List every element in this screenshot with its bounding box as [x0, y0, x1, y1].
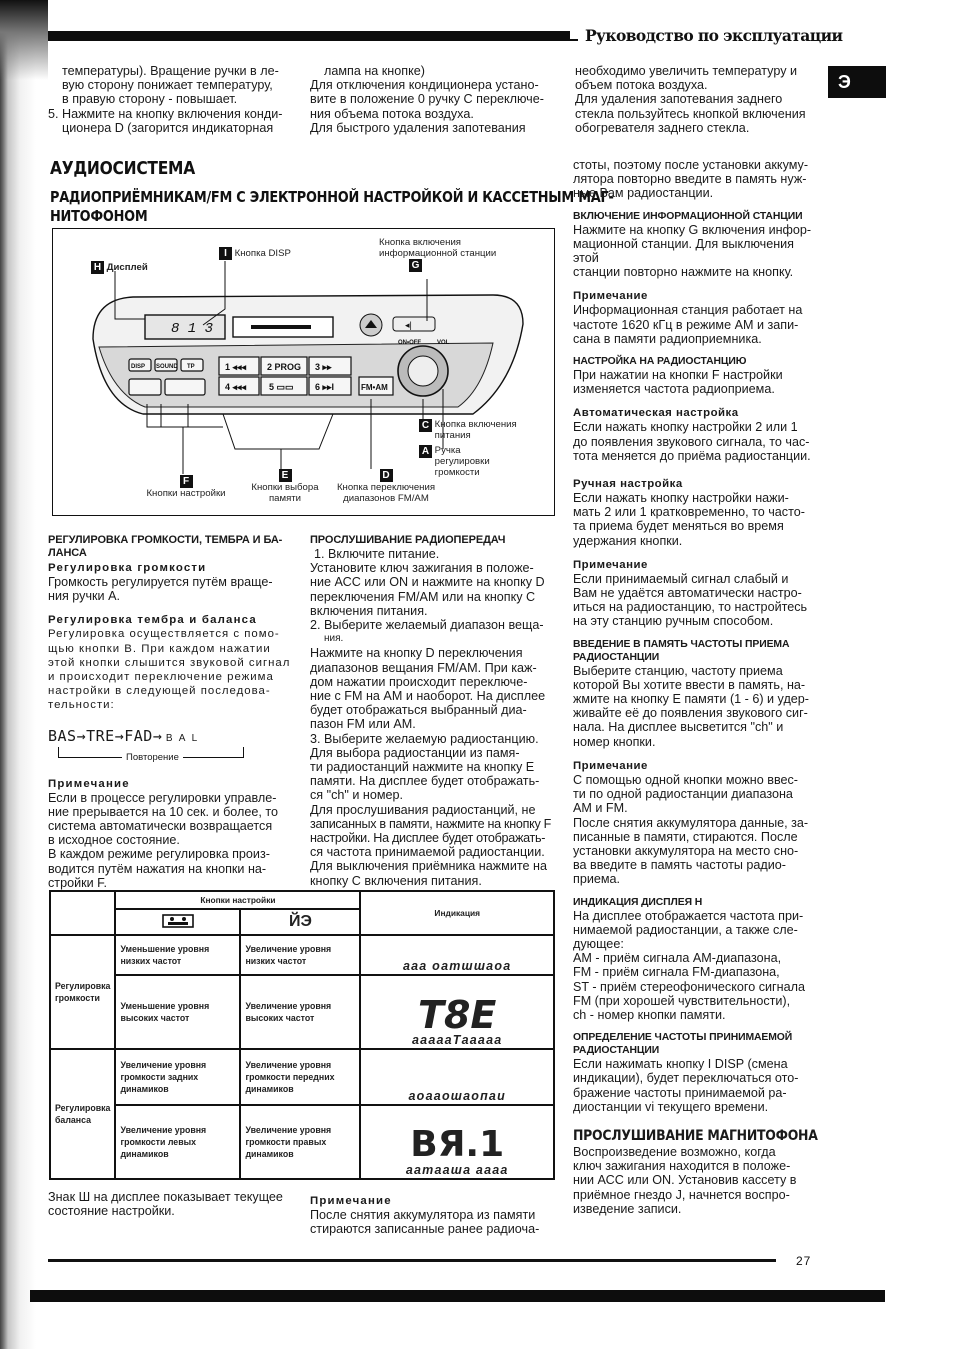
text-line: настройки. На дисплее будет отображать-	[310, 831, 546, 846]
text-line: изменяется частота радиоприема.	[573, 382, 775, 397]
indication-cell	[360, 1105, 554, 1179]
text-line: водится путём нажатия на кнопки на-	[48, 861, 267, 876]
text-line: частоте 1620 кГц в режиме АМ и запи-	[573, 317, 799, 332]
text-line: та приема будет меняться во время	[573, 519, 784, 534]
callout-band	[331, 469, 441, 504]
text-line: Для отключения кондиционера устано-	[310, 78, 539, 93]
settings-table	[49, 890, 555, 1180]
callout-info	[379, 237, 496, 272]
text-line: ционера D (загорится индикаторная	[62, 120, 274, 135]
binding-shadow-top	[0, 0, 48, 80]
heading: ВКЛЮЧЕНИЕ ИНФОРМАЦИОННОЙ СТАНЦИИ	[573, 210, 803, 222]
text-line: этой кнопки слышится звуковой сигнал	[48, 656, 291, 669]
text-line: ния объема потока воздуха.	[310, 106, 474, 121]
note-heading: Примечание	[573, 558, 648, 571]
text-line: ние АСС или ON и нажмите на кнопку D	[310, 575, 545, 590]
section-title: АУДИОСИСТЕМА	[50, 158, 195, 179]
text-line: Если принимаемый сигнал слабый и	[573, 571, 789, 586]
left-column	[48, 534, 293, 890]
section-tab	[828, 66, 886, 98]
callout-tuning	[131, 475, 241, 499]
text-line: писанные в памяти, стираются. После	[573, 829, 798, 844]
text-line: приёмное гнездо J, начнется воспро-	[573, 1187, 790, 1202]
note-heading: Примечание	[573, 759, 648, 772]
heading: ВВЕДЕНИЕ В ПАМЯТЬ ЧАСТОТЫ ПРИЕМА	[573, 638, 790, 650]
page-number: 27	[796, 1254, 812, 1268]
heading: НАСТРОЙКА НА РАДИОСТАНЦИЮ	[573, 356, 747, 368]
text-line: бражение частоты принимаемой ра-	[573, 1085, 787, 1100]
heading: РАДИОСТАНЦИИ	[573, 651, 660, 663]
text-line: стройки F.	[48, 875, 107, 890]
text-line: Вам не удаётся автоматически настро-	[573, 586, 802, 601]
note-heading: Примечание	[310, 1195, 392, 1207]
text-line: нии АСС или ON. Установив кассету в	[573, 1173, 797, 1188]
text-line: Для прослушивания радиостанций, не	[310, 802, 536, 817]
text-line: в исходное состояние.	[48, 833, 180, 848]
text-line: в правую сторону - повышает.	[62, 92, 238, 107]
text-line: FM (при хорошей чувствительности),	[573, 993, 791, 1008]
section-tab-letter: Э	[838, 72, 851, 92]
cassette-icon	[162, 913, 194, 929]
callout-tag: G	[409, 259, 422, 272]
text-line: С помощью одной кнопки можно ввес-	[573, 772, 798, 787]
text-line: будет отображаться выбранный диа-	[310, 703, 527, 718]
table-cell: Увеличение уровня громкости передних динамиков	[240, 1049, 360, 1105]
text-line: лампа на кнопке)	[324, 64, 425, 78]
text-line: стираются записанные ранее радиоча-	[310, 1222, 540, 1237]
text-line: Для удаления запотевания заднего	[575, 92, 783, 107]
text-line: ти радиостанций нажмите на кнопку E	[310, 760, 535, 775]
text-line: Нажмите на кнопку D переключения	[310, 646, 523, 661]
sequence-tail: B A L	[165, 732, 200, 744]
table-cell: Уменьшение уровня высоких частот	[115, 975, 240, 1049]
text-line: На дисплее отображается частота при-	[573, 908, 804, 923]
preset-3-label: 3 ▸▸	[315, 362, 332, 372]
indication-cell	[360, 1049, 554, 1105]
text-line: Информационная станция работает на	[573, 303, 803, 318]
table-head-buttons: Кнопки настройки	[115, 891, 360, 909]
text-line: тельности:	[48, 699, 115, 712]
text-line: ти по одной радиостанции диапазона	[573, 787, 793, 802]
text-line: номер кнопки.	[573, 734, 656, 749]
text-line: Регулировка осуществляется с помо-	[48, 628, 280, 641]
header-bar	[48, 31, 570, 41]
header-title: Руководство по эксплуатации	[585, 26, 843, 45]
text-line: диапазонов вещания FM/AM. При каж-	[310, 660, 537, 675]
callout-text: Дисплей	[106, 262, 148, 273]
text-line: 2. Выберите желаемый диапазон веща-	[310, 618, 544, 633]
sound-label: SOUND	[156, 364, 178, 370]
tone-paragraph	[48, 627, 293, 712]
text-line: состояние настройки.	[48, 1204, 175, 1219]
heading: ПРОСЛУШИВАНИЕ РАДИОПЕРЕДАЧ	[310, 534, 506, 546]
text-line: Для выбора радиостанции из памя-	[310, 745, 520, 760]
text-line: которой Вы хотите ввести в память, на-	[573, 677, 806, 692]
top-col-1	[48, 64, 303, 135]
top-col-2	[310, 64, 562, 135]
preset-5-label: 5 ▭▭	[269, 382, 294, 392]
row-label-volume: Регулировка громкости	[50, 935, 115, 1049]
text-line: лятора повторно введите в память нуж-	[573, 172, 807, 187]
text-line: необходимо увеличить температуру и	[575, 64, 798, 78]
table-head-right-symbol: ЙЭ	[240, 909, 360, 935]
table-corner	[50, 891, 115, 935]
text-line: удержания кнопки.	[573, 533, 683, 548]
indication-text: аоааошаопаи	[408, 1088, 506, 1103]
text-line: настройки в следующей последова-	[48, 685, 271, 698]
text-line: Если нажимать кнопку I DISP (смена	[573, 1057, 788, 1072]
table-cell: Увеличение уровня громкости правых динамиков	[240, 1105, 360, 1179]
text-line: ния.	[324, 633, 344, 645]
note-heading: Примечание	[573, 290, 648, 303]
indication-cell	[360, 975, 554, 1049]
fm-am-label: FM•AM	[361, 383, 388, 392]
binding-edge	[0, 0, 40, 1349]
text-line: и происходит переключение режима	[48, 671, 274, 684]
text-line: нала. На дисплее высветится "ch" и	[573, 720, 784, 735]
table-cell: Увеличение уровня громкости задних динамиков	[115, 1049, 240, 1105]
text-line: Если нажать кнопку настройки 2 или 1	[573, 420, 798, 435]
subheading: Регулировка тембра и баланса	[48, 614, 257, 627]
table-cell: Увеличение уровня низких частот	[240, 935, 360, 975]
text-line: ние с FM на AM и наоборот. На дисплее	[310, 689, 546, 704]
text-line: индикации), будет переключаться ото-	[573, 1071, 799, 1086]
heading: ОПРЕДЕЛЕНИЕ ЧАСТОТЫ ПРИНИМАЕМОЙ	[573, 1032, 793, 1044]
text-line: живайте её до появления звукового сиг-	[573, 706, 808, 721]
text-line: АМ и FM.	[573, 801, 628, 816]
preset-4-label: 4 ◂◂◂	[225, 382, 247, 392]
text-line: Установите ключ зажигания в положе-	[310, 561, 534, 576]
callout-text: Кнопки настройки	[146, 488, 226, 499]
text-line: система автоматически возвращается	[48, 819, 273, 834]
text-line: Выберите станцию, частоту приема	[573, 663, 783, 678]
callout-text: регулировки	[434, 456, 490, 467]
text-line: вую сторону понижает температуру,	[62, 78, 273, 93]
heading: РЕГУЛИРОВКА ГРОМКОСТИ, ТЕМБРА И БА-	[48, 534, 283, 546]
text-line: дующее:	[573, 936, 624, 951]
indication-text: ааа оатшшаоа	[402, 958, 512, 973]
text-line: щью кнопки В. При каждом нажатии	[48, 642, 271, 655]
callout-tag: D	[380, 469, 393, 482]
indication-cell	[360, 935, 554, 975]
text-line: до появления звукового сигнала, то час-	[573, 434, 810, 449]
middle-note	[310, 1194, 555, 1236]
sequence-text: BAS→TRE→FAD→	[48, 726, 163, 745]
section-subtitle	[50, 188, 614, 226]
text-line: на эту станцию ручным способом.	[573, 614, 774, 629]
text-line: В каждом режиме регулировка произ-	[48, 847, 270, 862]
callout-text: Кнопка DISP	[234, 248, 291, 259]
text-line: тота меняется до приёма радиостанции.	[573, 448, 811, 463]
indication-big-text: ВЯ.1	[410, 1124, 505, 1165]
text-line: Для выключения приёмника нажмите на	[310, 859, 547, 874]
tp-label: TP	[187, 364, 195, 370]
text-line: Знак Ш на дисплее показывает текущее	[48, 1190, 283, 1204]
row-label-balance: Регулировка баланса	[50, 1049, 115, 1179]
text-line: приема.	[573, 872, 621, 887]
text-line: ва введите в память частоты радио-	[573, 858, 786, 873]
text-line: записанных в памяти, нажмите на кнопку F	[310, 816, 552, 831]
callout-tag: E	[279, 469, 292, 482]
text-line: ние прерывается на 10 сек. и более, то	[48, 804, 278, 819]
text-line: жмите на кнопку Е памяти (1 - 6) и удер-	[573, 692, 809, 707]
heading-tape: ПРОСЛУШИВАНИЕ МАГНИТОФОНА	[573, 1127, 818, 1144]
text-line: стоты, поэтому после установки аккуму-	[573, 158, 809, 172]
text-line: ные Вам радиостанции.	[573, 186, 714, 201]
text-line: Нажмите на кнопку G включения инфор-	[573, 222, 812, 237]
callout-text: Кнопки выбора	[251, 482, 319, 493]
text-line: дом нажатии происходит переключе-	[310, 674, 528, 689]
preset-6-label: 6 ▸▸I	[315, 382, 335, 392]
text-line: Для быстрого удаления запотевания	[310, 120, 526, 135]
callout-text: Кнопка включения	[379, 237, 461, 248]
text-line: переключения FM/AM или на кнопку С	[310, 589, 536, 604]
callout-power	[419, 419, 517, 441]
text-line: включения питания.	[310, 603, 428, 618]
text-line: температуры). Вращение ручки в ле-	[62, 64, 279, 78]
text-line: изведение записи.	[573, 1201, 682, 1216]
callout-memory	[245, 469, 325, 504]
table-head-left-icon	[115, 909, 240, 935]
header-bar-thin	[570, 39, 578, 41]
callout-tag: F	[180, 475, 193, 488]
callout-text: информационной станции	[379, 248, 497, 259]
text-line: 3. Выберите желаемую радиостанцию.	[310, 731, 539, 746]
vol-label: VOL	[437, 340, 450, 346]
text-line: AM - приём сигнала АМ-диапазона,	[573, 951, 782, 966]
callout-tag: H	[91, 261, 104, 274]
sequence-diagram	[48, 726, 293, 777]
text-line: ch - номер кнопки памяти.	[573, 1007, 726, 1022]
indication-big-text: T8E	[418, 993, 497, 1038]
table-cell: Увеличение уровня высоких частот	[240, 975, 360, 1049]
footer-rule	[48, 1259, 776, 1262]
text-line: сана в памяти радиоприемника.	[573, 331, 762, 346]
info-station-button	[393, 317, 435, 331]
preset-2-label: 2 PROG	[267, 362, 302, 372]
callout-text: питания	[434, 430, 471, 441]
text-line: вите в положение 0 ручку С переключе-	[310, 92, 544, 107]
text-line: ся "ch" и номер.	[310, 788, 404, 803]
subheading: Автоматическая настройка	[573, 407, 739, 420]
subheading: Регулировка громкости	[48, 562, 207, 574]
bottom-scan-edge	[30, 1290, 885, 1302]
heading: РАДИОСТАНЦИИ	[573, 1045, 660, 1057]
indication-text: аатааша аааа	[405, 1163, 509, 1177]
heading: ЛАНСА	[48, 547, 87, 559]
text-line: иться на радиостанцию, то настройтесь	[573, 600, 808, 615]
note-heading: Примечание	[48, 777, 130, 790]
table-cell: Уменьшение уровня низких частот	[115, 935, 240, 975]
right-column	[573, 158, 821, 1216]
text-line: мать 2 или 1 кратковременно, то часто-	[573, 505, 805, 520]
text-line: станции повторно нажмите на кнопку.	[573, 265, 794, 280]
callout-text: Ручка	[434, 445, 461, 456]
text-line: объем потока воздуха.	[575, 78, 708, 93]
indication-text: аааааТааааа	[412, 1033, 503, 1048]
text-line: Громкость регулируется путём враще-	[48, 575, 273, 589]
callout-disp	[219, 247, 291, 260]
repeat-label: Повторение	[122, 751, 183, 765]
table-head-indication: Индикация	[360, 891, 554, 935]
callout-text: Кнопка включения	[434, 419, 517, 430]
svg-text:◂|: ◂|	[405, 320, 412, 330]
text-line: После снятия аккумулятора из памяти	[310, 1208, 536, 1222]
text-line: После снятия аккумулятора данные, за-	[573, 815, 809, 830]
subtitle-line: РАДИОПРИЁМНИКАМ/FM С ЭЛЕКТРОННОЙ НАСТРОЙКОЙ И КАССЕТНЫМ МАГ-	[50, 188, 614, 206]
callout-tag: I	[219, 247, 232, 260]
text-line: ся частота принимаемой радиостанции.	[310, 845, 545, 860]
text-line: ключ зажигания находится в положе-	[573, 1159, 791, 1174]
on-off-label: ON•OFF	[398, 340, 422, 346]
text-line: FM - приём сигнала FM-диапазона,	[573, 965, 780, 980]
lcd-digits: 8 1 3	[171, 321, 214, 337]
callout-display	[91, 261, 148, 274]
table-caption	[48, 1190, 303, 1218]
text-line: памяти. На дисплее будет отображать-	[310, 774, 540, 789]
disp-label: DISP	[131, 364, 146, 370]
table-cell: Увеличение уровня громкости левых динамиков	[115, 1105, 240, 1179]
callout-tag: A	[419, 445, 432, 458]
text-line: 1. Включите питание.	[314, 547, 440, 561]
text-line: нимаемой радиостанции, а также сле-	[573, 922, 798, 937]
text-line: обогревателя заднего стекла.	[575, 120, 750, 135]
subheading: Ручная настройка	[573, 478, 683, 491]
callout-text: Кнопка переключения	[336, 482, 436, 493]
top-col-3	[575, 64, 821, 135]
radio-diagram	[52, 228, 555, 516]
text-line: ST - приём стереофонического сигнала	[573, 979, 805, 994]
middle-column	[310, 534, 555, 888]
heading: ИНДИКАЦИЯ ДИСПЛЕЯ Н	[573, 896, 703, 908]
callout-tag: C	[419, 419, 432, 432]
text-line: пазон FM или AM.	[310, 717, 416, 732]
text-line: установки аккумулятора на место сно-	[573, 843, 799, 858]
text-line: 5. Нажмите на кнопку включения конди-	[48, 106, 283, 121]
text-line: кнопку С включения питания.	[310, 873, 482, 888]
text-line: ния ручки А.	[48, 589, 120, 604]
callout-text: памяти	[268, 493, 302, 504]
callout-text: диапазонов FM/AM	[343, 493, 429, 504]
preset-1-label: 1 ◂◂◂	[225, 362, 247, 372]
text-line: диостанции vi текущего времени.	[573, 1099, 769, 1114]
callout-text: громкости	[434, 467, 480, 478]
subtitle-line: НИТОФОНОМ	[50, 207, 148, 225]
text-line: Если нажать кнопку настройки нажи-	[573, 491, 789, 506]
text-line: При нажатии на кнопки F настройки	[573, 368, 783, 383]
text-line: мационной станции. Для выключения этой	[573, 236, 795, 266]
text-line: стекла пользуйтесь кнопкой включения	[575, 106, 806, 121]
text-line: Воспроизведение возможно, когда	[573, 1144, 776, 1159]
text-line: Если в процессе регулировки управле-	[48, 790, 277, 805]
